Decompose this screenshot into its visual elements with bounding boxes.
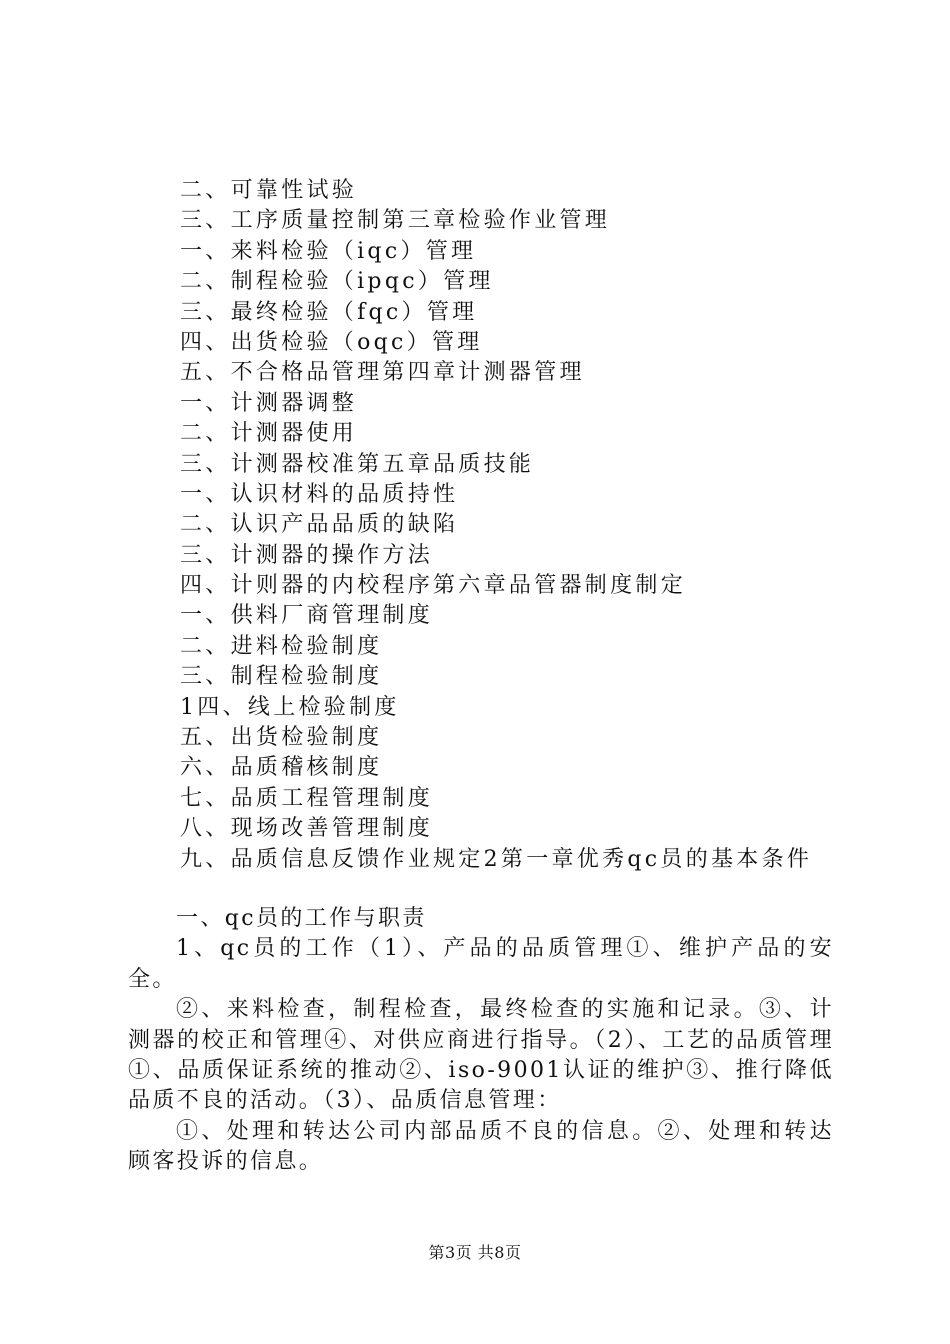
body-paragraph: ①、处理和转达公司内部品质不良的信息。②、处理和转达顾客投诉的信息。 [128, 1118, 834, 1175]
toc-line: 三、计测器校准第五章品质技能 [180, 451, 535, 477]
toc-line: 三、制程检验制度 [180, 664, 383, 690]
toc-line: 二、认识产品品质的缺陷 [180, 512, 459, 538]
toc-line: 五、出货检验制度 [180, 725, 383, 751]
toc-line: 一、来料检验（iqc）管理 [180, 238, 477, 264]
page-number: 第3页 共8页 [428, 1243, 522, 1262]
toc-line: 四、出货检验（oqc）管理 [180, 329, 483, 355]
toc-line: 七、品质工程管理制度 [180, 785, 434, 811]
toc-line: 五、不合格品管理第四章计测器管理 [180, 360, 585, 386]
toc-line: 一、计测器调整 [180, 390, 358, 416]
toc-line: 六、品质稽核制度 [180, 755, 383, 781]
toc-line: 九、品质信息反馈作业规定2第一章优秀qc员的基本条件 [180, 846, 813, 872]
toc-line: 三、最终检验（fqc）管理 [180, 299, 478, 325]
toc-line: 八、现场改善管理制度 [180, 816, 434, 842]
toc-line: 三、工序质量控制第三章检验作业管理 [180, 208, 611, 234]
toc-line: 1四、线上检验制度 [180, 694, 400, 720]
body-paragraph: ②、来料检查，制程检查，最终检查的实施和记录。③、计测器的校正和管理④、对供应商进行指导。（2）、工艺的品质管理①、品质保证系统的推动②、iso-9001认证的维护③、推行降低品质不良的活动。（3）、品质信息管理： [128, 997, 834, 1114]
toc-line: 四、计则器的内校程序第六章品管器制度制定 [180, 573, 687, 599]
toc-line: 一、认识材料的品质持性 [180, 481, 459, 507]
toc-line: 一、供料厂商管理制度 [180, 603, 434, 629]
body-text [128, 904, 834, 1178]
page-footer [0, 1242, 950, 1264]
toc-line: 二、制程检验（ipqc）管理 [180, 269, 494, 295]
toc-line: 二、计测器使用 [180, 421, 358, 447]
body-paragraph: 1、qc员的工作（1）、产品的品质管理①、维护产品的安全。 [128, 936, 834, 992]
table-of-contents [180, 176, 860, 875]
toc-line: 二、进料检验制度 [180, 633, 383, 659]
toc-line: 二、可靠性试验 [180, 178, 358, 203]
toc-line: 三、计测器的操作方法 [180, 542, 434, 568]
section-heading: 一、qc员的工作与职责 [176, 906, 427, 931]
